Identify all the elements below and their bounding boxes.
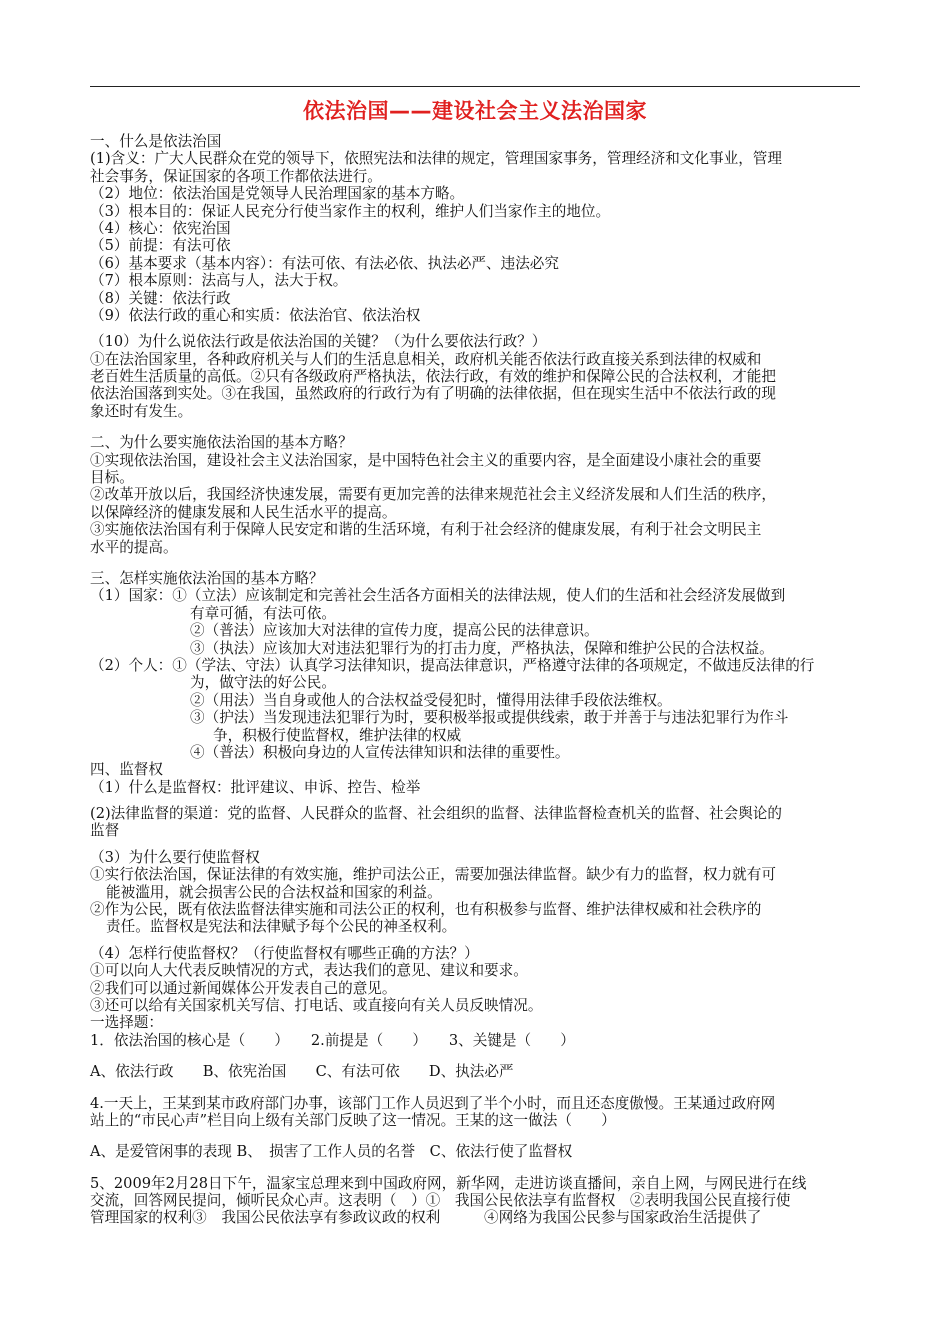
paragraph-line: ②我们可以通过新闻媒体公开发表自己的意见。 bbox=[90, 979, 397, 997]
answer-options: A、是爱管闲事的表现 B、 损害了工作人员的名誉 C、依法行使了监督权 bbox=[90, 1143, 573, 1161]
question-line: 5、2009年2月28日下午，温家宝总理来到中国政府网，新华网，走进访谈直播间，亲自上网，与网民进行在线 bbox=[90, 1174, 807, 1192]
paragraph-line: 社会事务，保证国家的各项工作都依法进行。 bbox=[90, 167, 382, 185]
section-heading: 一选择题： bbox=[90, 1014, 163, 1032]
paragraph-line: （5）前提：有法可依 bbox=[90, 237, 231, 255]
paragraph-line: ①实行依法治国，保证法律的有效实施，维护司法公正，需要加强法律监督。缺少有力的监督，权力就有可 bbox=[90, 866, 776, 884]
paragraph-line: 监督 bbox=[90, 822, 120, 840]
paragraph-line: ③（护法）当发现违法犯罪行为时，要积极举报或提供线索，敢于并善于与违法犯罪行为作斗 bbox=[190, 709, 789, 727]
paragraph-line: （2）地位：依法治国是党领导人民治理国家的基本方略。 bbox=[90, 185, 465, 203]
paragraph-line: （3）为什么要行使监督权 bbox=[90, 848, 260, 866]
paragraph-line: ②作为公民，既有依法监督法律实施和司法公正的权利，也有积极参与监督、维护法律权威和社会秩序的 bbox=[90, 901, 762, 919]
paragraph-line: （4）核心：依宪治国 bbox=[90, 219, 231, 237]
paragraph-line: 以保障经济的健康发展和人民生活水平的提高。 bbox=[90, 503, 397, 521]
question-line: 4.一天上，王某到某市政府部门办事，该部门工作人员迟到了半个小时，而且还态度傲慢。王某通过政府网 bbox=[90, 1094, 776, 1112]
paragraph-line: 目标。 bbox=[90, 469, 134, 487]
paragraph-line: （9）依法行政的重心和实质：依法治官、依法治权 bbox=[90, 306, 421, 324]
paragraph-line: ③实施依法治国有利于保障人民安定和谐的生活环境，有利于社会经济的健康发展，有利于社会文明民主 bbox=[90, 521, 762, 539]
paragraph-line: （2）个人：①（学法、守法）认真学习法律知识，提高法律意识，严格遵守法律的各项规定，不做违反法律的行 bbox=[90, 656, 815, 674]
paragraph-line: 老百姓生活质量的高低。②只有各级政府严格执法，依法行政，有效的维护和保障公民的合法权利，才能把 bbox=[90, 368, 776, 386]
paragraph-line: （1）什么是监督权：批评建议、申诉、控告、检举 bbox=[90, 778, 421, 796]
paragraph-line: （4）怎样行使监督权？（行使监督权有哪些正确的方法？） bbox=[90, 944, 479, 962]
section-heading: 四、监督权 bbox=[90, 761, 163, 779]
paragraph-line: ①在法治国家里，各种政府机关与人们的生活息息相关，政府机关能否依法行政直接关系到法律的权威和 bbox=[90, 350, 762, 368]
paragraph-line: 为，做守法的好公民。 bbox=[190, 674, 336, 692]
question-line: 管理国家的权利③ 我国公民依法享有参政议政的权利 ④网络为我国公民参与国家政治生活提供了 bbox=[90, 1209, 762, 1227]
paragraph-line: （10）为什么说依法行政是依法治国的关键？（为什么要依法行政？） bbox=[90, 333, 547, 351]
section-heading: 一、什么是依法治国 bbox=[90, 133, 222, 150]
paragraph-line: （1）国家：①（立法）应该制定和完善社会生活各方面相关的法律法规，使人们的生活和社会经济发展做到 bbox=[90, 587, 786, 605]
paragraph-line: 象还时有发生。 bbox=[90, 402, 193, 420]
paragraph-line: ①可以向人大代表反映情况的方式，表达我们的意见、建议和要求。 bbox=[90, 962, 528, 980]
paragraph-line: ③（执法）应该加大对违法犯罪行为的打击力度，严格执法，保障和维护公民的合法权益。 bbox=[190, 639, 774, 657]
paragraph-line: 有章可循，有法可依。 bbox=[190, 604, 336, 622]
paragraph-line: 水平的提高。 bbox=[90, 538, 178, 556]
paragraph-line: ②（用法）当自身或他人的合法权益受侵犯时，懂得用法律手段依法维权。 bbox=[190, 691, 672, 709]
section-heading: 二、为什么要实施依法治国的基本方略？ bbox=[90, 434, 353, 452]
paragraph-line: （7）根本原则：法高与人，法大于权。 bbox=[90, 272, 348, 290]
question-line: 1．依法治国的核心是（ ） 2.前提是（ ） 3、关键是（ ） bbox=[90, 1031, 575, 1049]
paragraph-line: (2)法律监督的渠道：党的监督、人民群众的监督、社会组织的监督、法律监督检查机关的监督、社会舆论的 bbox=[90, 805, 782, 823]
document-body bbox=[90, 133, 862, 1227]
paragraph-line: ②（普法）应该加大对法律的宣传力度，提高公民的法律意识。 bbox=[190, 622, 599, 640]
section-heading: 三、怎样实施依法治国的基本方略？ bbox=[90, 569, 324, 587]
paragraph-line: 能被滥用，就会损害公民的合法权益和国家的利益。 bbox=[106, 883, 442, 901]
paragraph-line: 争，积极行使监督权，维护法律的权威 bbox=[213, 726, 462, 744]
answer-options: A、依法行政 B、依宪治国 C、有法可依 D、执法必严 bbox=[90, 1063, 514, 1081]
document-title: 依法治国——建设社会主义法治国家 bbox=[303, 99, 647, 123]
paragraph-line: （8）关键：依法行政 bbox=[90, 289, 231, 307]
paragraph-line: 依法治国落到实处。③在我国，虽然政府的行政行为有了明确的法律依据，但在现实生活中不依法行政的现 bbox=[90, 385, 776, 403]
paragraph-line: ①实现依法治国，建设社会主义法治国家，是中国特色社会主义的重要内容，是全面建设小康社会的重要 bbox=[90, 451, 762, 469]
paragraph-line: ②改革开放以后，我国经济快速发展，需要有更加完善的法律来规范社会主义经济发展和人们生活的秩序， bbox=[90, 486, 776, 504]
paragraph-line: ④（普法）积极向身边的人宣传法律知识和法律的重要性。 bbox=[190, 743, 570, 761]
paragraph-line: ③还可以给有关国家机关写信、打电话、或直接向有关人员反映情况。 bbox=[90, 996, 543, 1014]
question-line: 站上的“市民心声”栏目向上级有关部门反映了这一情况。王某的这一做法（ ） bbox=[90, 1111, 616, 1129]
top-divider-line bbox=[90, 86, 860, 87]
question-line: 交流，回答网民提问，倾听民众心声。这表明（ ）① 我国公民依法享有监督权 ②表明我国公民直接行使 bbox=[90, 1192, 791, 1210]
paragraph-line: (1)含义：广大人民群众在党的领导下，依照宪法和法律的规定，管理国家事务，管理经济和文化事业，管理 bbox=[90, 150, 782, 168]
paragraph-line: 责任。监督权是宪法和法律赋予每个公民的神圣权利。 bbox=[106, 918, 457, 936]
paragraph-line: （6）基本要求（基本内容）：有法可依、有法必依、执法必严、违法必究 bbox=[90, 254, 559, 272]
paragraph-line: （3）根本目的：保证人民充分行使当家作主的权利，维护人们当家作主的地位。 bbox=[90, 202, 611, 220]
